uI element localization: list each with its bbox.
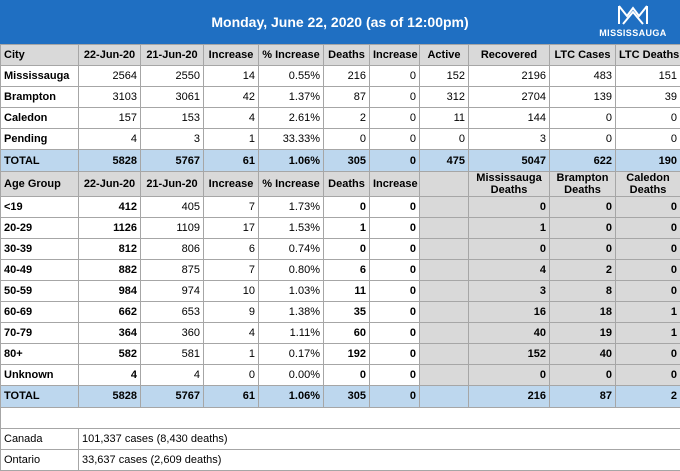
city-name: Pending bbox=[1, 129, 79, 150]
table-cell: 35 bbox=[324, 302, 370, 323]
total-cell: TOTAL bbox=[1, 150, 79, 171]
table-cell: 806 bbox=[141, 238, 204, 259]
table-cell: 483 bbox=[550, 66, 616, 87]
city-table-body bbox=[1, 45, 680, 172]
table-cell: 11 bbox=[420, 108, 469, 129]
table-cell: 10 bbox=[204, 280, 259, 301]
table-cell: 405 bbox=[141, 196, 204, 217]
table-cell: 60 bbox=[324, 323, 370, 344]
table-cell: 312 bbox=[420, 87, 469, 108]
total-cell: 87 bbox=[550, 386, 616, 407]
table-cell: 4 bbox=[79, 365, 141, 386]
table-cell: 1 bbox=[616, 323, 680, 344]
table-cell: 0 bbox=[370, 217, 420, 238]
table-cell: 0 bbox=[370, 196, 420, 217]
table-cell: 6 bbox=[204, 238, 259, 259]
table-cell: 2564 bbox=[79, 66, 141, 87]
table-cell: 0 bbox=[324, 129, 370, 150]
column-header: 21-Jun-20 bbox=[141, 171, 204, 196]
table-cell: 0 bbox=[550, 365, 616, 386]
table-cell: 192 bbox=[324, 344, 370, 365]
table-cell: 412 bbox=[79, 196, 141, 217]
table-cell: 581 bbox=[141, 344, 204, 365]
table-cell: 3 bbox=[141, 129, 204, 150]
table-cell: 42 bbox=[204, 87, 259, 108]
table-cell: 662 bbox=[79, 302, 141, 323]
footer-row bbox=[1, 449, 680, 470]
table-cell: 0 bbox=[616, 129, 680, 150]
table-cell: 144 bbox=[469, 108, 550, 129]
table-cell: 1 bbox=[204, 344, 259, 365]
table-row bbox=[1, 280, 680, 301]
table-cell: 812 bbox=[79, 238, 141, 259]
table-cell: 1.03% bbox=[259, 280, 324, 301]
table-cell: 0 bbox=[204, 365, 259, 386]
table-cell: 360 bbox=[141, 323, 204, 344]
table-cell bbox=[420, 302, 469, 323]
table-row bbox=[1, 365, 680, 386]
age-group: 20-29 bbox=[1, 217, 79, 238]
column-header: 22-Jun-20 bbox=[79, 171, 141, 196]
table-cell: 40 bbox=[550, 344, 616, 365]
table-cell bbox=[420, 196, 469, 217]
age-header-row bbox=[1, 171, 680, 196]
table-cell: 0 bbox=[616, 365, 680, 386]
column-header: City bbox=[1, 45, 79, 66]
column-header: Caledon Deaths bbox=[616, 171, 680, 196]
column-header: Increase bbox=[204, 171, 259, 196]
table-cell: 4 bbox=[204, 323, 259, 344]
table-cell: 0.74% bbox=[259, 238, 324, 259]
total-cell bbox=[420, 386, 469, 407]
table-cell: 16 bbox=[469, 302, 550, 323]
city-header-row bbox=[1, 45, 680, 66]
table-cell: 0 bbox=[616, 238, 680, 259]
table-cell: 0 bbox=[469, 365, 550, 386]
table-cell: 2550 bbox=[141, 66, 204, 87]
total-cell: 61 bbox=[204, 150, 259, 171]
table-cell: 1.53% bbox=[259, 217, 324, 238]
table-cell: 3 bbox=[469, 280, 550, 301]
column-header bbox=[420, 171, 469, 196]
table-row bbox=[1, 323, 680, 344]
table-cell: 1.38% bbox=[259, 302, 324, 323]
age-group: 80+ bbox=[1, 344, 79, 365]
table-cell bbox=[420, 323, 469, 344]
table-cell: 0 bbox=[550, 129, 616, 150]
table-cell bbox=[420, 280, 469, 301]
total-cell: 5828 bbox=[79, 150, 141, 171]
total-cell: 61 bbox=[204, 386, 259, 407]
total-cell: 5047 bbox=[469, 150, 550, 171]
table-cell: 653 bbox=[141, 302, 204, 323]
table-cell: 2196 bbox=[469, 66, 550, 87]
column-header: Brampton Deaths bbox=[550, 171, 616, 196]
table-row bbox=[1, 66, 680, 87]
table-cell: 2704 bbox=[469, 87, 550, 108]
table-cell: 0 bbox=[370, 280, 420, 301]
total-cell: 0 bbox=[370, 386, 420, 407]
column-header: Recovered bbox=[469, 45, 550, 66]
spacer-cell bbox=[1, 407, 680, 428]
table-cell: 152 bbox=[420, 66, 469, 87]
table-cell: 4 bbox=[469, 259, 550, 280]
mississauga-logo bbox=[596, 4, 670, 40]
footer-table-body bbox=[1, 407, 680, 470]
table-cell: 18 bbox=[550, 302, 616, 323]
total-cell: 5767 bbox=[141, 150, 204, 171]
table-cell: 4 bbox=[204, 108, 259, 129]
city-name: Brampton bbox=[1, 87, 79, 108]
footer-label: Canada bbox=[1, 428, 79, 449]
table-cell bbox=[420, 217, 469, 238]
table-cell: 0.80% bbox=[259, 259, 324, 280]
table-cell: 17 bbox=[204, 217, 259, 238]
column-header: % Increase bbox=[259, 171, 324, 196]
footer-label: Ontario bbox=[1, 449, 79, 470]
table-cell: 139 bbox=[550, 87, 616, 108]
table-cell: 0 bbox=[370, 323, 420, 344]
total-cell: 5767 bbox=[141, 386, 204, 407]
table-cell: 0 bbox=[616, 259, 680, 280]
total-cell: 305 bbox=[324, 150, 370, 171]
total-cell: 216 bbox=[469, 386, 550, 407]
table-cell: 1109 bbox=[141, 217, 204, 238]
column-header: LTC Deaths bbox=[616, 45, 680, 66]
age-group: 30-39 bbox=[1, 238, 79, 259]
table-cell: 87 bbox=[324, 87, 370, 108]
table-row bbox=[1, 344, 680, 365]
footer-value: 33,637 cases (2,609 deaths) bbox=[79, 449, 680, 470]
table-cell: 33.33% bbox=[259, 129, 324, 150]
table-cell: 2 bbox=[550, 259, 616, 280]
table-cell bbox=[420, 238, 469, 259]
total-cell: TOTAL bbox=[1, 386, 79, 407]
table-cell: 0 bbox=[616, 280, 680, 301]
total-cell: 1.06% bbox=[259, 386, 324, 407]
total-cell: 5828 bbox=[79, 386, 141, 407]
table-cell: 0 bbox=[370, 129, 420, 150]
table-cell: 40 bbox=[469, 323, 550, 344]
table-cell: 0 bbox=[550, 238, 616, 259]
table-cell: 0 bbox=[616, 108, 680, 129]
column-header: Active bbox=[420, 45, 469, 66]
table-cell: 0 bbox=[616, 196, 680, 217]
table-cell: 0 bbox=[550, 196, 616, 217]
total-cell: 1.06% bbox=[259, 150, 324, 171]
footer-value: 101,337 cases (8,430 deaths) bbox=[79, 428, 680, 449]
table-cell: 0 bbox=[469, 196, 550, 217]
mississauga-m-icon bbox=[617, 4, 649, 26]
footer-row bbox=[1, 428, 680, 449]
total-cell: 475 bbox=[420, 150, 469, 171]
table-cell: 882 bbox=[79, 259, 141, 280]
table-cell: 0 bbox=[370, 344, 420, 365]
age-group: 60-69 bbox=[1, 302, 79, 323]
table-row bbox=[1, 129, 680, 150]
total-cell: 305 bbox=[324, 386, 370, 407]
table-cell: 11 bbox=[324, 280, 370, 301]
table-cell: 0 bbox=[370, 302, 420, 323]
table-cell bbox=[420, 365, 469, 386]
table-cell: 582 bbox=[79, 344, 141, 365]
table-cell: 3 bbox=[469, 129, 550, 150]
table-cell: 6 bbox=[324, 259, 370, 280]
table-cell: 0 bbox=[370, 365, 420, 386]
table-cell: 1.11% bbox=[259, 323, 324, 344]
table-cell: 0 bbox=[324, 365, 370, 386]
table-cell bbox=[420, 259, 469, 280]
column-header: LTC Cases bbox=[550, 45, 616, 66]
table-cell: 4 bbox=[141, 365, 204, 386]
table-cell: 8 bbox=[550, 280, 616, 301]
table-cell: 19 bbox=[550, 323, 616, 344]
city-name: Caledon bbox=[1, 108, 79, 129]
table-cell: 1.37% bbox=[259, 87, 324, 108]
table-row bbox=[1, 259, 680, 280]
column-header: % Increase bbox=[259, 45, 324, 66]
covid-table bbox=[0, 44, 680, 471]
table-cell: 39 bbox=[616, 87, 680, 108]
column-header: Age Group bbox=[1, 171, 79, 196]
table-cell: 153 bbox=[141, 108, 204, 129]
table-cell: 984 bbox=[79, 280, 141, 301]
table-cell: 0.55% bbox=[259, 66, 324, 87]
table-cell: 0 bbox=[324, 196, 370, 217]
column-header: 22-Jun-20 bbox=[79, 45, 141, 66]
age-group: 40-49 bbox=[1, 259, 79, 280]
table-row bbox=[1, 108, 680, 129]
table-cell: 0.00% bbox=[259, 365, 324, 386]
table-cell: 152 bbox=[469, 344, 550, 365]
table-cell: 3061 bbox=[141, 87, 204, 108]
table-row bbox=[1, 238, 680, 259]
logo-text: MISSISSAUGA bbox=[596, 28, 670, 38]
total-cell: 0 bbox=[370, 150, 420, 171]
table-row bbox=[1, 196, 680, 217]
table-cell: 364 bbox=[79, 323, 141, 344]
page-title: Monday, June 22, 2020 (as of 12:00pm) bbox=[0, 0, 680, 44]
table-cell: 1 bbox=[204, 129, 259, 150]
age-group: <19 bbox=[1, 196, 79, 217]
table-cell: 7 bbox=[204, 259, 259, 280]
table-cell: 875 bbox=[141, 259, 204, 280]
city-total-row bbox=[1, 150, 680, 171]
table-cell: 0.17% bbox=[259, 344, 324, 365]
table-cell: 0 bbox=[370, 259, 420, 280]
age-table-body bbox=[1, 171, 680, 407]
table-cell: 0 bbox=[469, 238, 550, 259]
total-cell: 2 bbox=[616, 386, 680, 407]
age-total-row bbox=[1, 386, 680, 407]
table-cell: 9 bbox=[204, 302, 259, 323]
column-header: Increase bbox=[204, 45, 259, 66]
column-header: Increase bbox=[370, 171, 420, 196]
table-cell: 974 bbox=[141, 280, 204, 301]
column-header: 21-Jun-20 bbox=[141, 45, 204, 66]
table-cell: 0 bbox=[370, 238, 420, 259]
table-cell: 1 bbox=[469, 217, 550, 238]
table-cell bbox=[420, 344, 469, 365]
age-group: 50-59 bbox=[1, 280, 79, 301]
table-cell: 157 bbox=[79, 108, 141, 129]
column-header: Increase bbox=[370, 45, 420, 66]
table-cell: 0 bbox=[616, 344, 680, 365]
table-row bbox=[1, 217, 680, 238]
table-cell: 2.61% bbox=[259, 108, 324, 129]
total-cell: 622 bbox=[550, 150, 616, 171]
table-cell: 0 bbox=[370, 66, 420, 87]
table-cell: 0 bbox=[370, 87, 420, 108]
table-cell: 1126 bbox=[79, 217, 141, 238]
city-name: Mississauga bbox=[1, 66, 79, 87]
column-header: Mississauga Deaths bbox=[469, 171, 550, 196]
table-cell: 0 bbox=[370, 108, 420, 129]
column-header: Deaths bbox=[324, 171, 370, 196]
table-cell: 7 bbox=[204, 196, 259, 217]
table-cell: 1 bbox=[616, 302, 680, 323]
table-row bbox=[1, 87, 680, 108]
column-header: Deaths bbox=[324, 45, 370, 66]
table-cell: 2 bbox=[324, 108, 370, 129]
table-cell: 0 bbox=[420, 129, 469, 150]
table-cell: 0 bbox=[550, 108, 616, 129]
table-cell: 0 bbox=[616, 217, 680, 238]
table-cell: 0 bbox=[550, 217, 616, 238]
total-cell: 190 bbox=[616, 150, 680, 171]
table-cell: 1 bbox=[324, 217, 370, 238]
age-group: Unknown bbox=[1, 365, 79, 386]
table-cell: 0 bbox=[324, 238, 370, 259]
table-cell: 216 bbox=[324, 66, 370, 87]
table-cell: 151 bbox=[616, 66, 680, 87]
table-cell: 1.73% bbox=[259, 196, 324, 217]
table-cell: 3103 bbox=[79, 87, 141, 108]
table-cell: 4 bbox=[79, 129, 141, 150]
table-row bbox=[1, 302, 680, 323]
table-cell: 14 bbox=[204, 66, 259, 87]
spacer-row bbox=[1, 407, 680, 428]
age-group: 70-79 bbox=[1, 323, 79, 344]
